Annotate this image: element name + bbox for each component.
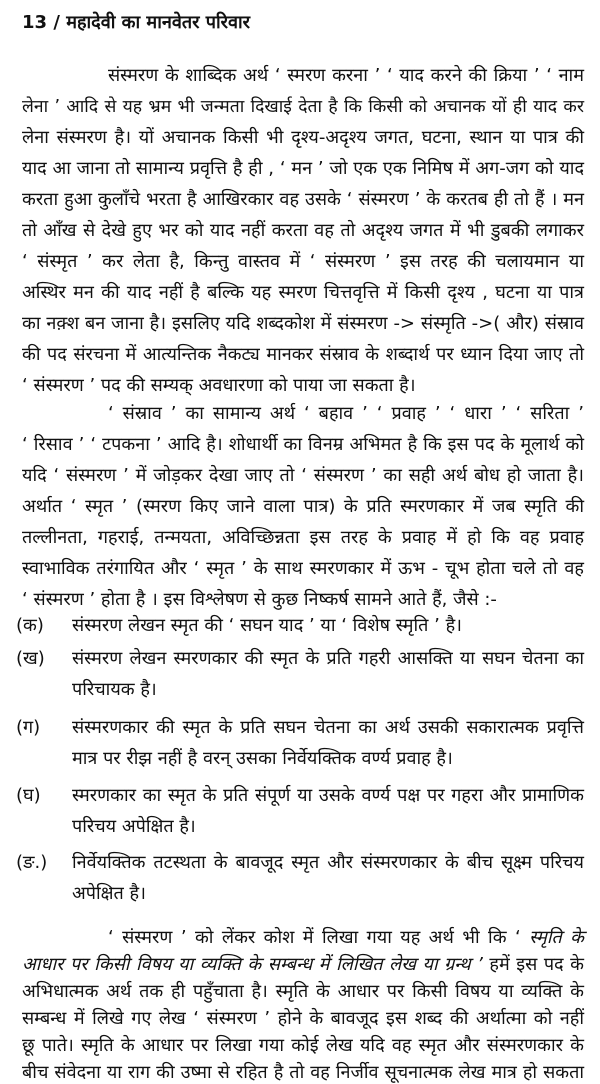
list-marker: (ख)	[16, 648, 45, 669]
paragraph-2-line: ‘ रिसाव ’ ‘ टपकना ’ आदि है। शोधार्थी का विनम्र अभिमत है कि इस पद के मूलार्थ को	[22, 434, 584, 455]
dictionary-definition-quote: आधार पर किसी विषय या व्यक्ति के सम्बन्ध में लिखित लेख या ग्रन्थ ’	[22, 954, 490, 975]
paragraph-2-line: स्वाभाविक तरंगायित और ‘ स्मृत ’ के साथ स्मरणकार में ऊभ - चूभ होता चले तो वह	[22, 558, 584, 579]
paragraph-3-line: बीच संवेदना या राग की उष्मा से रहित है तो वह निर्जीव सूचनात्मक लेख मात्र हो सकता	[22, 1062, 584, 1083]
paragraph-3-line: अभिधात्मक अर्थ तक ही पहुँचाता है। स्मृति के आधार पर किसी विषय या व्यक्ति के	[22, 981, 584, 1002]
paragraph-3-line: ‘ संस्मरण ’ को लेंकर कोश में लिखा गया यह अर्थ भी कि ‘ स्मृति के	[108, 927, 584, 948]
list-item-line: परिचय अपेक्षित है।	[72, 816, 196, 837]
paragraph-1-line: लेना ’ आदि से यह भ्रम भी जन्मता दिखाई देता है कि किसी को अचानक यों ही याद कर	[22, 97, 584, 117]
list-item-line: संस्मरणकार की स्मृत के प्रति सघन चेतना का अर्थ उसकी सकारात्मक प्रवृत्ति	[72, 717, 584, 738]
list-item-line: संस्मरण लेखन स्मृत की ‘ सघन याद ’ या ‘ विशेष स्मृति ’ है।	[72, 615, 462, 636]
list-item-line: मात्र पर रीझ नहीं है वरन् उसका निर्वेयक्तिक वर्ण्य प्रवाह है।	[72, 748, 453, 769]
list-item-line: निर्वेयक्तिक तटस्थता के बावजूद स्मृत और संस्मरणकार के बीच सूक्ष्म परिचय	[72, 852, 584, 873]
paragraph-2-line: तल्लीनता, गहराई, तन्मयता, अविच्छिन्नता इस तरह के प्रवाह में हो कि वह प्रवाह	[22, 527, 584, 548]
list-item-line: संस्मरण लेखन स्मरणकार की स्मृत के प्रति गहरी आसक्ति या सघन चेतना का	[72, 648, 584, 669]
paragraph-1-line: संस्मरण के शाब्दिक अर्थ ‘ स्मरण करना ’ ‘ याद करने की क्रिया ’ ‘ नाम	[108, 65, 584, 86]
header-separator: /	[53, 12, 60, 33]
book-title: महादेवी का मानवेतर परिवार	[66, 12, 251, 33]
paragraph-1-line: की पद संरचना में आत्यन्तिक नैकट्य मानकर संस्राव के शब्दार्थ पर ध्यान दिया जाए तो	[22, 344, 584, 365]
list-marker: (क)	[16, 615, 44, 636]
paragraph-2-line: ‘ संस्मरण ’ होता है । इस विश्लेषण से कुछ निष्कर्ष सामने आते हैं, जैसे :-	[22, 589, 497, 610]
paragraph-1-line: करता हुआ कुलाँचे भरता है आखिरकार वह उसके ‘ संस्मरण ’ के करतब ही तो हैं । मन	[22, 189, 584, 210]
dictionary-definition-quote: स्मृति के	[529, 927, 584, 948]
paragraph-2-line: ‘ संस्राव ’ का सामान्य अर्थ ‘ बहाव ’ ‘ प्रवाह ’ ‘ धारा ’ ‘ सरिता ’	[108, 403, 584, 424]
paragraph-1-line: याद आ जाना तो सामान्य प्रवृत्ति है ही , ‘ मन ’ जो एक एक निमिष में अग-जग को याद	[22, 158, 584, 179]
list-item-line: स्मरणकार का स्मृत के प्रति संपूर्ण या उसके वर्ण्य पक्ष पर गहरा और प्रामाणिक	[72, 785, 584, 806]
list-item-line: परिचायक है।	[72, 679, 157, 700]
paragraph-1-line: अस्थिर मन की याद नहीं है बल्कि यह स्मरण चित्तवृत्ति में किसी दृश्य , घटना या पात्र	[22, 282, 584, 303]
list-marker: (ग)	[16, 717, 41, 738]
list-item-line: अपेक्षित है।	[72, 883, 146, 904]
paragraph-3-line: छू पाते। स्मृति के आधार पर लिखा गया कोई लेख यदि वह स्मृत और संस्मरणकार के	[22, 1035, 584, 1056]
paragraph-1-line: तो आँख से देखे हुए भर को याद नहीं करता वह तो अदृश्य जगत में भी डुबकी लगाकर	[22, 220, 584, 241]
paragraph-2-line: अर्थात ‘ स्मृत ’ (स्मरण किए जाने वाला पात्र) के प्रति स्मरणकार में जब स्मृति की	[22, 496, 584, 517]
paragraph-1-line: लेना संस्मरण है। यों अचानक किसी भी दृश्य-अदृश्य जगत, घटना, स्थान या पात्र की	[22, 127, 584, 148]
paragraph-2-line: यदि ‘ संस्मरण ’ में जोड़कर देखा जाए तो ‘ संस्मरण ’ का सही अर्थ बोध हो जाता है।	[22, 465, 584, 486]
running-header	[22, 10, 250, 34]
list-marker: (ङ.)	[16, 852, 48, 873]
paragraph-1-line: का नक़्श बन जाना है। इसलिए यदि शब्दकोश में संस्मरण -> संस्मृति ->( और) संस्राव	[22, 313, 584, 334]
paragraph-1-line: ‘ संस्मृत ’ कर लेता है, किन्तु वास्तव में ‘ संस्मरण ’ इस तरह की चलायमान या	[22, 251, 584, 272]
paragraph-3-line: आधार पर किसी विषय या व्यक्ति के सम्बन्ध में लिखित लेख या ग्रन्थ ’ हमें इस पद के	[22, 954, 584, 975]
page-number: 13	[22, 12, 48, 33]
list-marker: (घ)	[16, 785, 41, 806]
paragraph-1-line: ‘ संस्मरण ’ पद की सम्यक् अवधारणा को पाया जा सकता है।	[22, 375, 416, 396]
paragraph-3-line: सम्बन्ध में लिखे गए लेख ‘ संस्मरण ’ होने के बावजूद इस शब्द की अर्थात्मा को नहीं	[22, 1008, 584, 1029]
